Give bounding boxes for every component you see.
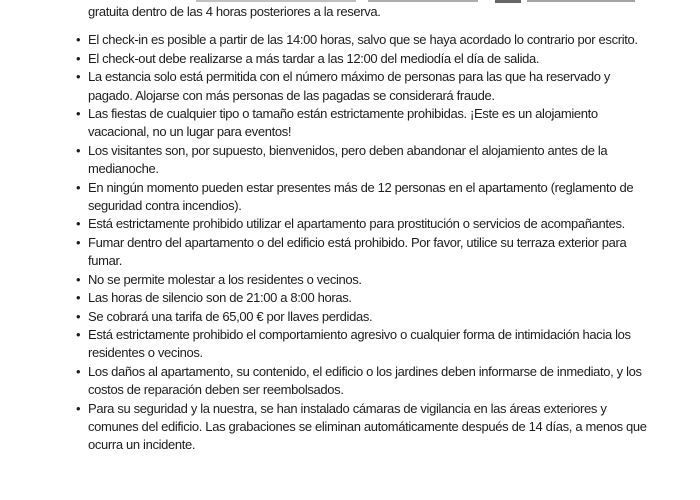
- rule-item: • Las fiestas de cualquier tipo o tamaño están estrictamente prohibidas. ¡Este es un alojamiento vacacional, no un lugar para eventos!: [88, 105, 648, 142]
- clipped-text-fragment: [196, 0, 356, 2]
- rule-item: • En ningún momento pueden estar presentes más de 12 personas en el apartamento (reglamento de seguridad contra incendios).: [88, 179, 648, 216]
- rule-item: • Está estrictamente prohibido utilizar el apartamento para prostitución o servicios de acompañantes.: [88, 215, 648, 233]
- rule-item: • Las horas de silencio son de 21:00 a 8:00 horas.: [88, 289, 648, 307]
- rule-item: • No se permite molestar a los residentes o vecinos.: [88, 271, 648, 289]
- rule-item: • Está estrictamente prohibido el comportamiento agresivo o cualquier forma de intimidación hacia los residentes o vecinos.: [88, 326, 648, 363]
- rule-item: • La estancia solo está permitida con el número máximo de personas para las que ha reservado y pagado. Alojarse con más personas de las pagadas se considerará fraude.: [88, 68, 648, 105]
- intro-paragraph-fragment: gratuita dentro de las 4 horas posteriores a la reserva.: [88, 4, 381, 19]
- rule-item: • El check-out debe realizarse a más tardar a las 12:00 del mediodía el día de salida.: [88, 50, 648, 68]
- rule-item: • Para su seguridad y la nuestra, se han instalado cámaras de vigilancia en las áreas exteriores y comunes del edificio. Las grabaciones se eliminan automáticamente después de 14 días, a menos que ocurra un incidente.: [88, 400, 648, 455]
- clipped-text-fragment: [527, 0, 635, 2]
- document-content: [88, 3, 648, 455]
- rule-item: • Fumar dentro del apartamento o del edificio está prohibido. Por favor, utilice su terraza exterior para fumar.: [88, 234, 648, 271]
- rule-item: • Se cobrará una tarifa de 65,00 € por llaves perdidas.: [88, 308, 648, 326]
- house-rules-list: [88, 31, 648, 454]
- rule-item: • Los daños al apartamento, su contenido, el edificio o los jardines deben informarse de inmediato, y los costos de reparación deben ser reembolsados.: [88, 363, 648, 400]
- rule-item: • El check-in es posible a partir de las 14:00 horas, salvo que se haya acordado lo contrario por escrito.: [88, 31, 648, 49]
- rule-item: • Los visitantes son, por supuesto, bienvenidos, pero deben abandonar el alojamiento antes de la medianoche.: [88, 142, 648, 179]
- clipped-text-fragment: [368, 0, 478, 2]
